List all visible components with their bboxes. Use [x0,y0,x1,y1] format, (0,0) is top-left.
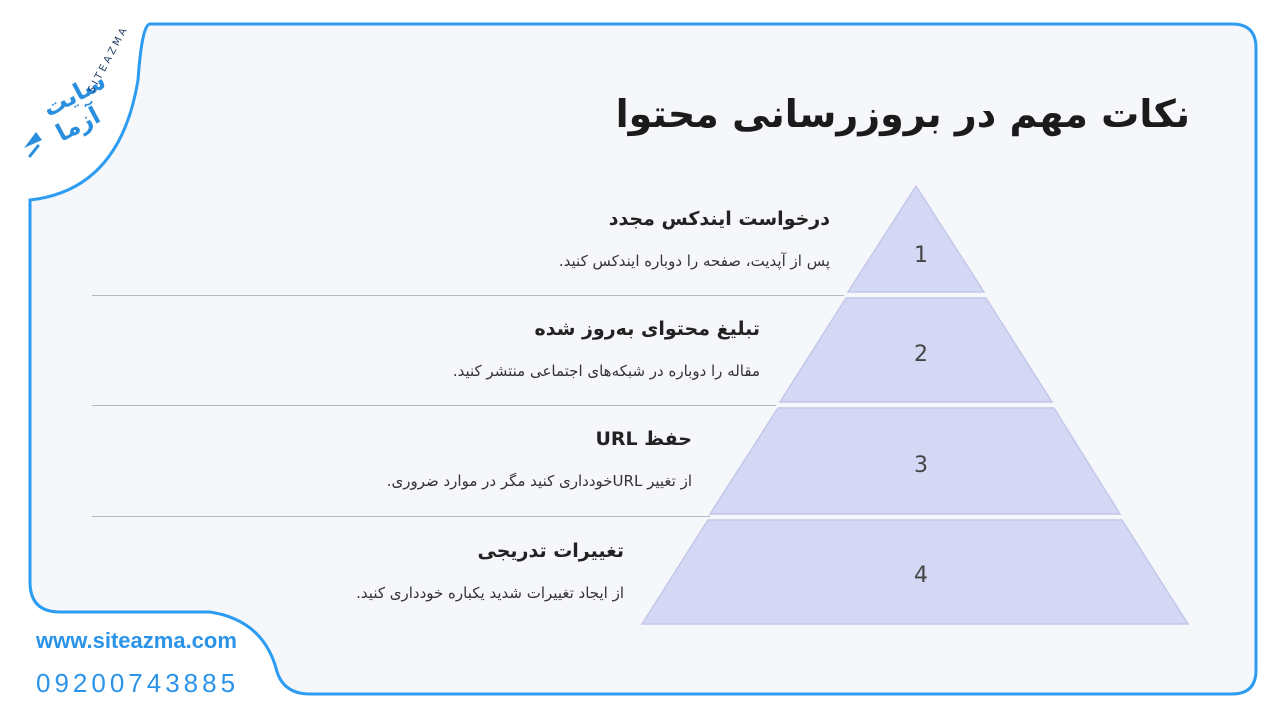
item-2-description: مقاله را دوباره در شبکه‌های اجتماعی منتشر کنید. [452,362,760,380]
logo-wordmark: سایت آزما [38,66,111,148]
phone-number[interactable]: 09200743885 [36,668,240,698]
item-1-description: پس از آپدیت، صفحه را دوباره ایندکس کنید. [558,252,830,270]
item-3-description: از تغییر URLخودداری کنید مگر در موارد ضروری. [386,472,692,490]
divider-1 [92,295,844,296]
item-3-title: حفظ URL [595,428,692,450]
item-1-title: درخواست ایندکس مجدد [608,208,830,230]
divider-3 [92,516,710,517]
item-4-number: 4 [914,563,928,588]
divider-2 [92,405,776,406]
item-2-title: تبلیغ محتوای به‌روز شده [534,318,760,340]
item-2-number: 2 [914,342,928,367]
item-1-number: 1 [914,243,928,268]
item-4-description: از ایجاد تغییرات شدید یکباره خودداری کنید. [356,584,624,602]
item-4-title: تغییرات تدریجی [477,540,624,562]
logo-subtitle: SITEAZMA [86,23,131,96]
website-link[interactable]: www.siteazma.com [36,628,237,653]
item-3-number: 3 [914,453,928,478]
page-title: نکات مهم در بروزرسانی محتوا [615,92,1190,136]
siteazma-logo[interactable] [8,23,133,178]
